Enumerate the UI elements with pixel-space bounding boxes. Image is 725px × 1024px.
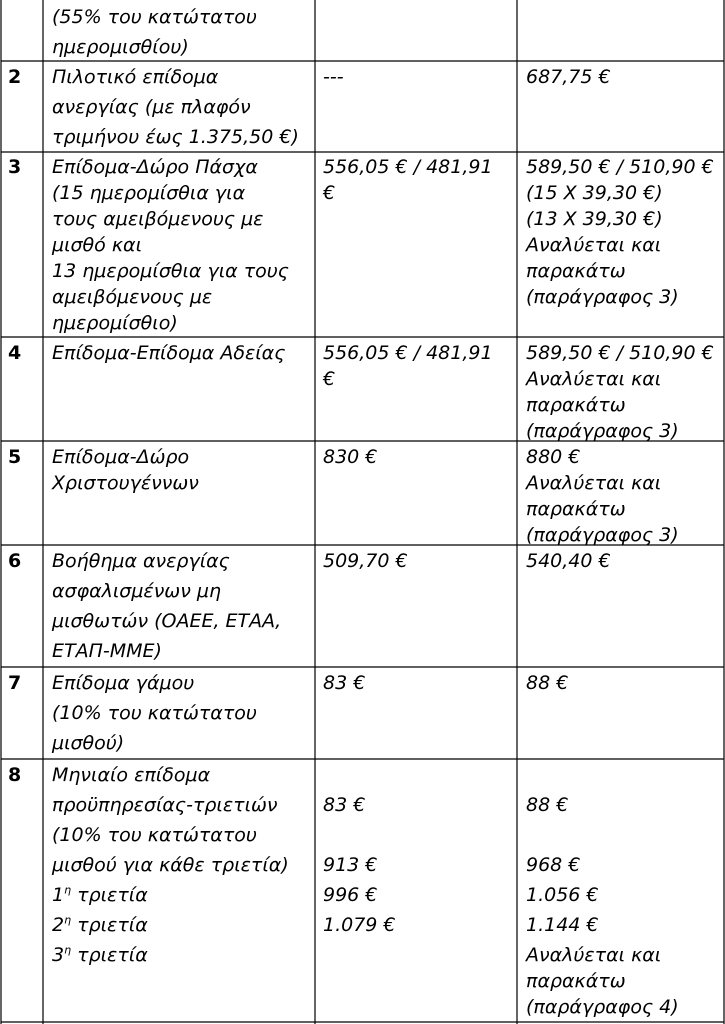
row-description: Επίδομα-Δώρο Χριστουγέννων bbox=[52, 446, 199, 494]
triety-item: $3^\eta$ τριετία bbox=[52, 943, 148, 966]
row-number: 4 bbox=[8, 342, 22, 364]
row-value-new: 687,75 € bbox=[526, 66, 611, 88]
row-value-current: 509,70 € bbox=[323, 550, 408, 572]
row-value-current: 556,05 € / 481,91 € bbox=[323, 156, 493, 204]
triety-item: $1^\eta$ τριετία bbox=[52, 883, 148, 906]
row-description: (55% του κατώτατου ημερομισθίου) bbox=[52, 6, 257, 58]
row-value-current: 556,05 € / 481,91 € bbox=[323, 342, 493, 390]
row-value-current: --- bbox=[323, 66, 344, 88]
row-description: Βοήθημα ανεργίας ασφαλισμένων μη μισθωτών (ΟΑΕΕ, ΕΤΑΑ, ΕΤΑΠ-ΜΜΕ) bbox=[52, 550, 282, 662]
row-number: 5 bbox=[8, 446, 22, 468]
row-value-new: 540,40 € bbox=[526, 550, 611, 572]
row-number: 7 bbox=[8, 672, 22, 694]
row-description: Επίδομα-Δώρο Πάσχα (15 ημερομίσθια για τους αμειβόμενους με μισθό και 13 ημερομίσθια για τους αμειβόμενους με ημερομίσθιο) bbox=[52, 156, 289, 334]
row-description: Πιλοτικό επίδομα ανεργίας (με πλαφόν τριμήνου έως 1.375,50 €) bbox=[52, 66, 299, 148]
triety-item: $2^\eta$ τριετία bbox=[52, 913, 148, 936]
row-value-new: 589,50 € / 510,90 € (15 Χ 39,30 €) (13 Χ 39,30 €) Αναλύεται και παρακάτω (παράγραφος 3) bbox=[526, 156, 714, 308]
row-value-current: 830 € bbox=[323, 446, 378, 468]
row-description: Μηνιαίο επίδομα προϋπηρεσίας-τριετιών (10% του κατώτατου μισθού για κάθε τριετία) $1^\eta$ τριετία $2^\eta$ τριετία $3^\eta$ τριετία bbox=[52, 760, 289, 970]
row-number: 2 bbox=[8, 66, 22, 88]
row-value-new: 88 € bbox=[526, 672, 569, 694]
row-description: Επίδομα-Επίδομα Αδείας bbox=[52, 342, 286, 364]
row-value-new: 880 € Αναλύεται και παρακάτω (παράγραφος 3) bbox=[526, 446, 679, 546]
row-number: 6 bbox=[8, 550, 22, 572]
row-value-current: 83 € bbox=[323, 672, 366, 694]
row-description: Επίδομα γάμου (10% του κατώτατου μισθού) bbox=[52, 672, 257, 754]
row-number: 3 bbox=[8, 156, 22, 178]
row-number: 8 bbox=[8, 764, 22, 786]
row-value-new: 589,50 € / 510,90 € Αναλύεται και παρακάτω (παράγραφος 3) bbox=[526, 342, 714, 442]
